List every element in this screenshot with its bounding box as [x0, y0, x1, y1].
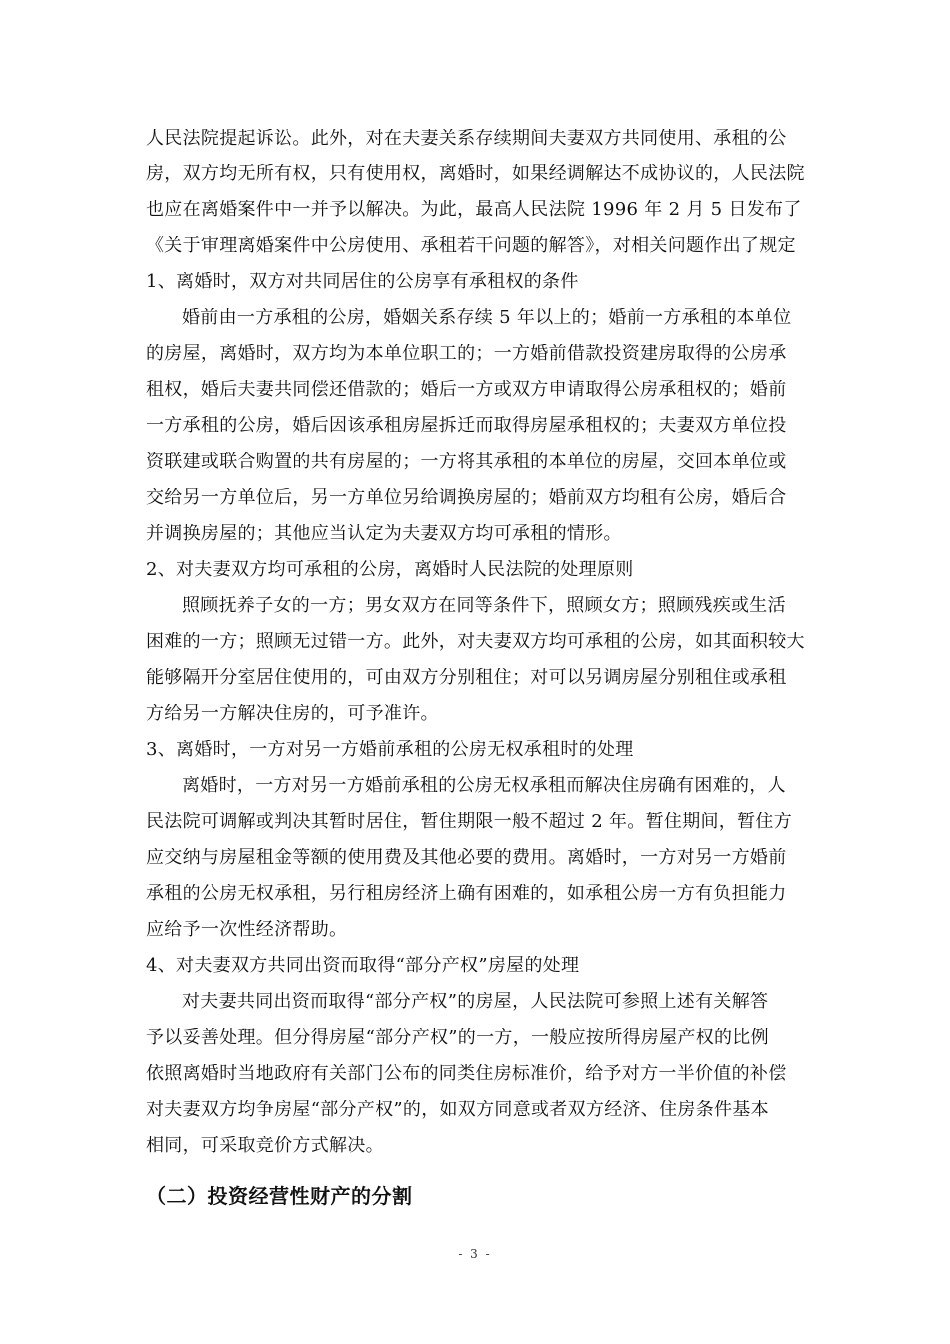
paragraph-line: 房，双方均无所有权，只有使用权，离婚时，如果经调解达不成协议的，人民法院	[146, 164, 805, 184]
paragraph-line: 承租的公房无权承租，另行租房经济上确有困难的，如承租公房一方有负担能力	[146, 884, 787, 904]
paragraph-line: 离婚时，一方对另一方婚前承租的公房无权承租而解决住房确有困难的，人	[182, 776, 786, 796]
paragraph-line: 对夫妻双方均争房屋“部分产权”的，如双方同意或者双方经济、住房条件基本	[146, 1100, 769, 1120]
paragraph-line: 民法院可调解或判决其暂时居住，暂住期限一般不超过 2 年。暂住期间，暂住方	[146, 812, 792, 832]
paragraph-line: 租权，婚后夫妻共同偿还借款的；婚后一方或双方申请取得公房承租权的；婚前	[146, 380, 787, 400]
paragraph-line: 应给予一次性经济帮助。	[146, 920, 348, 940]
paragraph-line: 一方承租的公房，婚后因该承租房屋拆迁而取得房屋承租权的；夫妻双方单位投	[146, 416, 787, 436]
paragraph-line: 《关于审理离婚案件中公房使用、承租若干问题的解答》，对相关问题作出了规定	[146, 236, 796, 256]
paragraph-line: 也应在离婚案件中一并予以解决。为此，最高人民法院 1996 年 2 月 5 日发布了	[146, 200, 802, 220]
paragraph-line: 相同，可采取竞价方式解决。	[146, 1136, 384, 1156]
chapter-heading: （二）投资经营性财产的分割	[146, 1184, 413, 1208]
paragraph-line: 资联建或联合购置的共有房屋的；一方将其承租的本单位的房屋，交回本单位或	[146, 452, 787, 472]
paragraph-line: 人民法院提起诉讼。此外，对在夫妻关系存续期间夫妻双方共同使用、承租的公	[146, 129, 787, 149]
section-heading-3: 3、离婚时，一方对另一方婚前承租的公房无权承租时的处理	[146, 740, 634, 760]
page-number: - 3 -	[458, 1247, 492, 1261]
paragraph-line: 依照离婚时当地政府有关部门公布的同类住房标准价，给予对方一半价值的补偿	[146, 1064, 787, 1084]
paragraph-line: 困难的一方；照顾无过错一方。此外，对夫妻双方均可承租的公房，如其面积较大	[146, 632, 805, 652]
paragraph-line: 对夫妻共同出资而取得“部分产权”的房屋，人民法院可参照上述有关解答	[182, 992, 769, 1012]
paragraph-line: 能够隔开分室居住使用的，可由双方分别租住；对可以另调房屋分别租住或承租	[146, 668, 787, 688]
section-heading-1: 1、离婚时，双方对共同居住的公房享有承租权的条件	[146, 272, 579, 292]
paragraph-line: 照顾抚养子女的一方；男女双方在同等条件下，照顾女方；照顾残疾或生活	[182, 596, 786, 616]
paragraph-line: 并调换房屋的；其他应当认定为夫妻双方均可承租的情形。	[146, 524, 622, 544]
paragraph-line: 方给另一方解决住房的，可予准许。	[146, 704, 439, 724]
paragraph-line: 交给另一方单位后，另一方单位另给调换房屋的；婚前双方均租有公房，婚后合	[146, 488, 787, 508]
paragraph-line: 予以妥善处理。但分得房屋“部分产权”的一方，一般应按所得房屋产权的比例	[146, 1028, 769, 1048]
section-heading-4: 4、对夫妻双方共同出资而取得“部分产权”房屋的处理	[146, 956, 580, 976]
paragraph-line: 婚前由一方承租的公房，婚姻关系存续 5 年以上的；婚前一方承租的本单位	[182, 308, 792, 328]
section-heading-2: 2、对夫妻双方均可承租的公房，离婚时人民法院的处理原则	[146, 560, 634, 580]
paragraph-line: 应交纳与房屋租金等额的使用费及其他必要的费用。离婚时，一方对另一方婚前	[146, 848, 787, 868]
paragraph-line: 的房屋，离婚时，双方均为本单位职工的；一方婚前借款投资建房取得的公房承	[146, 344, 787, 364]
